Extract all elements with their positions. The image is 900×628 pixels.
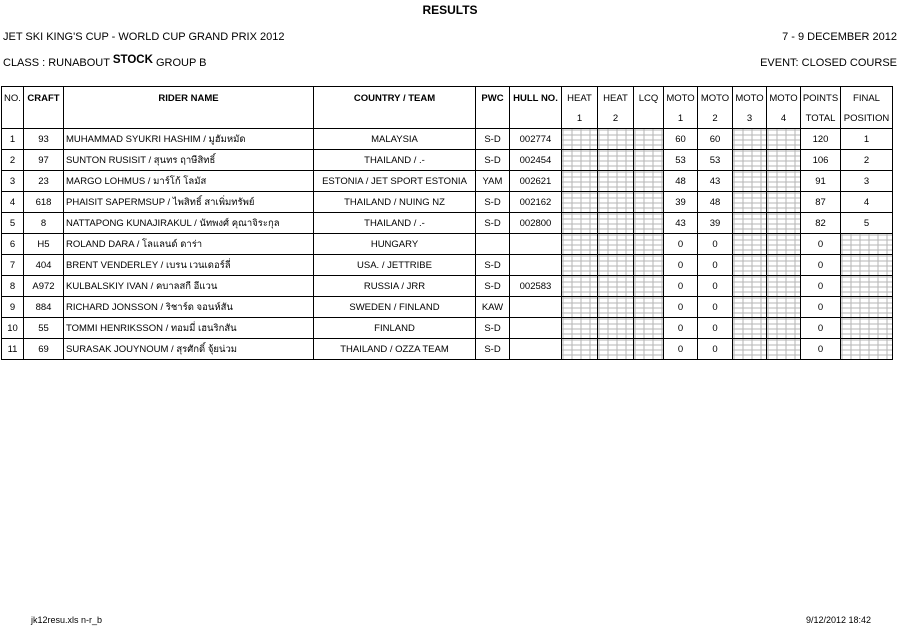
hull-number — [510, 318, 562, 339]
rider-name: RICHARD JONSSON / ริชาร์ด จอนห์สัน — [64, 297, 314, 318]
country-team: FINLAND — [314, 318, 476, 339]
rider-name: ROLAND DARA / โลแลนด์ ดาร่า — [64, 234, 314, 255]
hull-number — [510, 297, 562, 318]
moto4-cell — [767, 339, 801, 360]
craft-number: 97 — [24, 150, 64, 171]
heat2-number: 2 — [598, 109, 634, 129]
event-dates: 7 - 9 DECEMBER 2012 — [782, 31, 897, 43]
table-row — [2, 171, 893, 192]
moto4-cell — [767, 129, 801, 150]
heat1-cell — [562, 297, 598, 318]
moto2-result: 53 — [698, 150, 733, 171]
hull-number: 002621 — [510, 171, 562, 192]
lcq-cell — [634, 192, 664, 213]
points-total: 0 — [801, 297, 841, 318]
heat2-cell — [598, 339, 634, 360]
final-position — [841, 297, 893, 318]
heat1-cell — [562, 234, 598, 255]
col-lcq-header: LCQ — [634, 87, 664, 110]
country-team: RUSSIA / JRR — [314, 276, 476, 297]
heat1-cell — [562, 255, 598, 276]
country-team: THAILAND / NUING NZ — [314, 192, 476, 213]
heat1-cell — [562, 276, 598, 297]
rider-name: KULBALSKIY IVAN / คบาลสกี อีแวน — [64, 276, 314, 297]
final-position — [841, 318, 893, 339]
class-prefix: CLASS : RUNABOUT — [3, 57, 110, 69]
moto2-result: 60 — [698, 129, 733, 150]
rider-name: TOMMI HENRIKSSON / ทอมมี่ เฮนริกสัน — [64, 318, 314, 339]
heat1-cell — [562, 150, 598, 171]
footer-file: jk12resu.xls n-r_b — [31, 615, 103, 625]
craft-number: 69 — [24, 339, 64, 360]
country-team: ESTONIA / JET SPORT ESTONIA — [314, 171, 476, 192]
craft-number: H5 — [24, 234, 64, 255]
moto3-cell — [733, 213, 767, 234]
country-team: THAILAND / .- — [314, 150, 476, 171]
col-moto1-header: MOTO — [664, 87, 698, 110]
hull-number — [510, 255, 562, 276]
moto3-cell — [733, 150, 767, 171]
col-moto4-header: MOTO — [767, 87, 801, 110]
lcq-cell — [634, 234, 664, 255]
moto4-cell — [767, 192, 801, 213]
country-team: HUNGARY — [314, 234, 476, 255]
heat2-cell — [598, 318, 634, 339]
moto1-result: 43 — [664, 213, 698, 234]
moto4-cell — [767, 255, 801, 276]
header-row-2 — [2, 109, 893, 129]
row-no: 5 — [2, 213, 24, 234]
lcq-cell — [634, 276, 664, 297]
pwc: S-D — [476, 318, 510, 339]
moto3-cell — [733, 297, 767, 318]
moto2-result: 0 — [698, 234, 733, 255]
table-row — [2, 276, 893, 297]
moto2-result: 0 — [698, 318, 733, 339]
moto4-cell — [767, 318, 801, 339]
hull-number — [510, 234, 562, 255]
craft-number: 8 — [24, 213, 64, 234]
col-points-header: POINTS — [801, 87, 841, 110]
pwc: YAM — [476, 171, 510, 192]
rider-name: MARGO LOHMUS / มาร์โก้ โลมัส — [64, 171, 314, 192]
points-total: 91 — [801, 171, 841, 192]
moto2-result: 39 — [698, 213, 733, 234]
rider-name: SUNTON RUSISIT / สุนทร ฤาษีสิทธิ์ — [64, 150, 314, 171]
heat2-cell — [598, 276, 634, 297]
country-team: MALAYSIA — [314, 129, 476, 150]
lcq-cell — [634, 255, 664, 276]
moto3-cell — [733, 318, 767, 339]
moto3-cell — [733, 192, 767, 213]
position-label: POSITION — [841, 109, 893, 129]
moto3-cell — [733, 339, 767, 360]
heat1-cell — [562, 129, 598, 150]
heat1-number: 1 — [562, 109, 598, 129]
moto2-result: 0 — [698, 297, 733, 318]
points-total: 82 — [801, 213, 841, 234]
points-total: 0 — [801, 276, 841, 297]
country-team: SWEDEN / FINLAND — [314, 297, 476, 318]
header-row-1 — [2, 87, 893, 110]
row-no: 11 — [2, 339, 24, 360]
final-position — [841, 255, 893, 276]
col-heat1-header: HEAT — [562, 87, 598, 110]
row-no: 2 — [2, 150, 24, 171]
results-table — [1, 86, 893, 360]
col-moto3-header: MOTO — [733, 87, 767, 110]
craft-number: 55 — [24, 318, 64, 339]
lcq-cell — [634, 171, 664, 192]
rider-name: SURASAK JOUYNOUM / สุรศักดิ์ จุ้ยน่วม — [64, 339, 314, 360]
table-row — [2, 192, 893, 213]
final-position: 2 — [841, 150, 893, 171]
country-team: USA. / JETTRIBE — [314, 255, 476, 276]
craft-number: 404 — [24, 255, 64, 276]
heat1-cell — [562, 339, 598, 360]
moto2-result: 0 — [698, 255, 733, 276]
moto1-result: 39 — [664, 192, 698, 213]
lcq-cell — [634, 297, 664, 318]
moto1-result: 0 — [664, 318, 698, 339]
hull-number: 002454 — [510, 150, 562, 171]
craft-number: 23 — [24, 171, 64, 192]
hull-number: 002800 — [510, 213, 562, 234]
col-craft-header: CRAFT — [24, 87, 64, 110]
moto1-result: 0 — [664, 297, 698, 318]
moto3-cell — [733, 129, 767, 150]
table-row — [2, 339, 893, 360]
heat1-cell — [562, 318, 598, 339]
class-stock: STOCK — [112, 54, 153, 66]
points-total: 0 — [801, 255, 841, 276]
col-no-header: NO. — [2, 87, 24, 110]
pwc: S-D — [476, 255, 510, 276]
table-row — [2, 129, 893, 150]
moto3-cell — [733, 255, 767, 276]
moto1-result: 53 — [664, 150, 698, 171]
heat2-cell — [598, 171, 634, 192]
footer-timestamp: 9/12/2012 18:42 — [805, 615, 871, 625]
moto3-cell — [733, 276, 767, 297]
pwc: S-D — [476, 276, 510, 297]
event-name: JET SKI KING'S CUP - WORLD CUP GRAND PRIX 2012 — [3, 31, 285, 43]
moto1-number: 1 — [664, 109, 698, 129]
pwc: S-D — [476, 339, 510, 360]
points-total: 0 — [801, 339, 841, 360]
event-type: EVENT: CLOSED COURSE — [760, 57, 897, 69]
heat2-cell — [598, 192, 634, 213]
moto4-cell — [767, 213, 801, 234]
moto3-cell — [733, 234, 767, 255]
moto1-result: 60 — [664, 129, 698, 150]
table-row — [2, 213, 893, 234]
class-group: GROUP B — [155, 57, 207, 69]
lcq-cell — [634, 213, 664, 234]
pwc — [476, 234, 510, 255]
final-position — [841, 276, 893, 297]
table-row — [2, 297, 893, 318]
heat2-cell — [598, 129, 634, 150]
moto1-result: 48 — [664, 171, 698, 192]
table-row — [2, 150, 893, 171]
moto1-result: 0 — [664, 255, 698, 276]
heat1-cell — [562, 213, 598, 234]
points-total: 87 — [801, 192, 841, 213]
craft-number: 93 — [24, 129, 64, 150]
country-team: THAILAND / .- — [314, 213, 476, 234]
heat2-cell — [598, 213, 634, 234]
craft-number: 618 — [24, 192, 64, 213]
hull-number: 002583 — [510, 276, 562, 297]
heat2-cell — [598, 234, 634, 255]
table-row — [2, 255, 893, 276]
lcq-cell — [634, 150, 664, 171]
class-label — [3, 54, 207, 69]
moto3-cell — [733, 171, 767, 192]
final-position: 1 — [841, 129, 893, 150]
moto4-cell — [767, 297, 801, 318]
final-position: 3 — [841, 171, 893, 192]
heat2-cell — [598, 150, 634, 171]
page-title: RESULTS — [422, 3, 478, 17]
moto4-number: 4 — [767, 109, 801, 129]
heat2-cell — [598, 297, 634, 318]
moto1-result: 0 — [664, 234, 698, 255]
points-total: 106 — [801, 150, 841, 171]
moto4-cell — [767, 276, 801, 297]
moto2-result: 0 — [698, 339, 733, 360]
pwc: KAW — [476, 297, 510, 318]
final-position — [841, 234, 893, 255]
row-no: 3 — [2, 171, 24, 192]
pwc: S-D — [476, 150, 510, 171]
hull-number — [510, 339, 562, 360]
col-heat2-header: HEAT — [598, 87, 634, 110]
col-country-header: COUNTRY / TEAM — [314, 87, 476, 110]
moto2-number: 2 — [698, 109, 733, 129]
moto4-cell — [767, 234, 801, 255]
row-no: 4 — [2, 192, 24, 213]
craft-number: A972 — [24, 276, 64, 297]
pwc: S-D — [476, 192, 510, 213]
table-row — [2, 318, 893, 339]
lcq-cell — [634, 129, 664, 150]
craft-number: 884 — [24, 297, 64, 318]
moto3-number: 3 — [733, 109, 767, 129]
row-no: 1 — [2, 129, 24, 150]
heat1-cell — [562, 171, 598, 192]
pwc: S-D — [476, 213, 510, 234]
points-total: 0 — [801, 318, 841, 339]
hull-number: 002162 — [510, 192, 562, 213]
country-team: THAILAND / OZZA TEAM — [314, 339, 476, 360]
moto2-result: 0 — [698, 276, 733, 297]
row-no: 7 — [2, 255, 24, 276]
moto1-result: 0 — [664, 339, 698, 360]
total-label: TOTAL — [801, 109, 841, 129]
rider-name: NATTAPONG KUNAJIRAKUL / นัทพงศ์ คุณาจิระกุล — [64, 213, 314, 234]
final-position: 4 — [841, 192, 893, 213]
points-total: 0 — [801, 234, 841, 255]
rider-name: MUHAMMAD SYUKRI HASHIM / มูฮัมหมัด — [64, 129, 314, 150]
heat1-cell — [562, 192, 598, 213]
moto4-cell — [767, 171, 801, 192]
points-total: 120 — [801, 129, 841, 150]
pwc: S-D — [476, 129, 510, 150]
moto2-result: 43 — [698, 171, 733, 192]
col-moto2-header: MOTO — [698, 87, 733, 110]
final-position: 5 — [841, 213, 893, 234]
row-no: 6 — [2, 234, 24, 255]
lcq-cell — [634, 318, 664, 339]
rider-name: BRENT VENDERLEY / เบรน เวนเดอร์ลี่ — [64, 255, 314, 276]
hull-number: 002774 — [510, 129, 562, 150]
moto1-result: 0 — [664, 276, 698, 297]
row-no: 9 — [2, 297, 24, 318]
heat2-cell — [598, 255, 634, 276]
lcq-cell — [634, 339, 664, 360]
row-no: 10 — [2, 318, 24, 339]
moto4-cell — [767, 150, 801, 171]
table-row — [2, 234, 893, 255]
col-rider-header: RIDER NAME — [64, 87, 314, 110]
col-final-header: FINAL — [841, 87, 893, 110]
moto2-result: 48 — [698, 192, 733, 213]
final-position — [841, 339, 893, 360]
row-no: 8 — [2, 276, 24, 297]
col-pwc-header: PWC — [476, 87, 510, 110]
col-hull-header: HULL NO. — [510, 87, 562, 110]
rider-name: PHAISIT SAPERMSUP / ไพสิทธิ์ สาเพิ่มทรัพย์ — [64, 192, 314, 213]
